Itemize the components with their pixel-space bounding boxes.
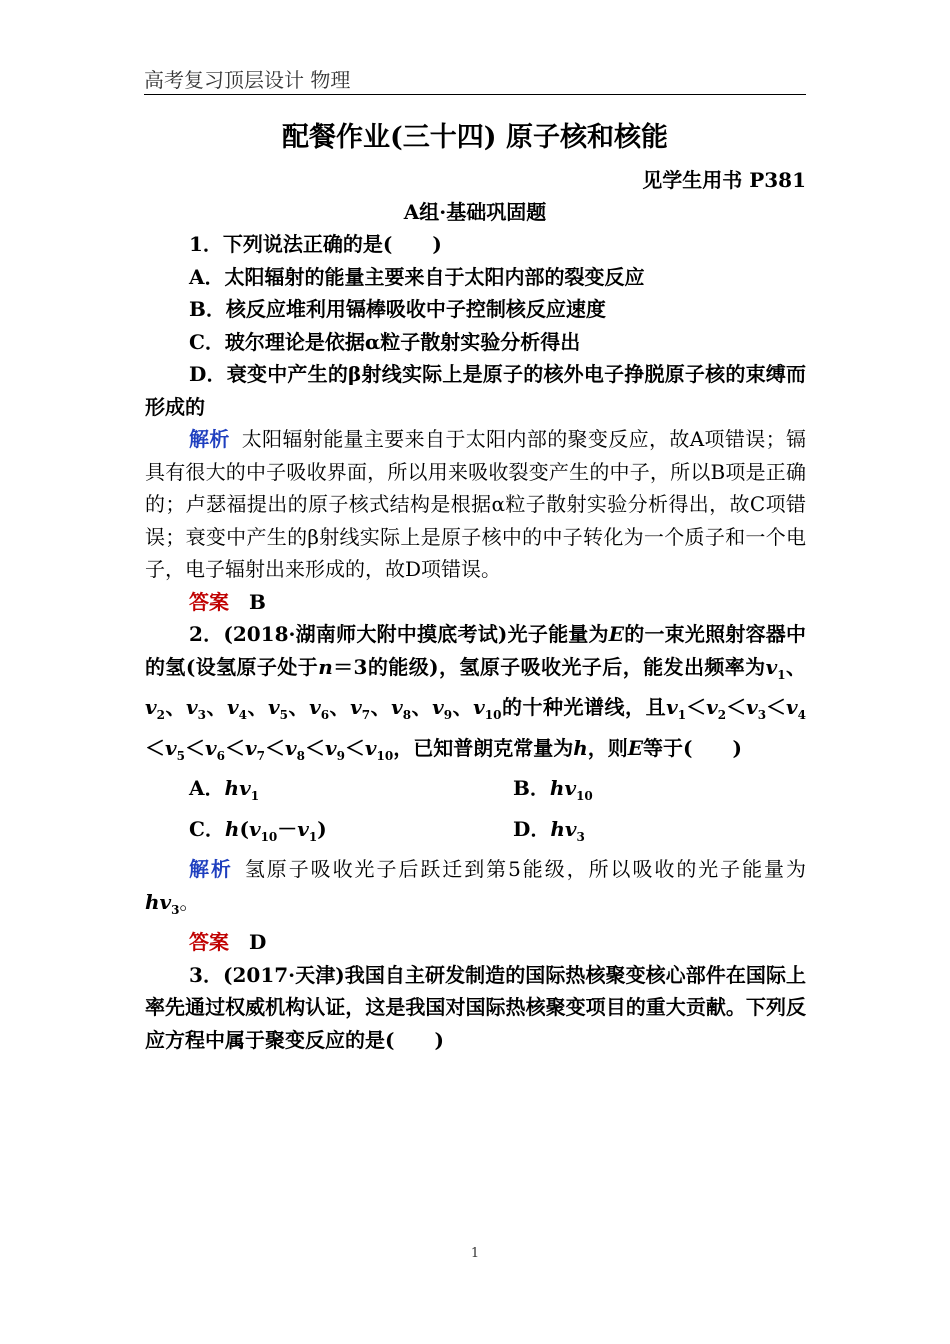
q2-options-row-1 [145,772,806,813]
q1-option-d: D．衰变中产生的β射线实际上是原子的核外电子挣脱原子核的束缚而形成的 [145,362,806,419]
freq-order: $v_1<v_2<v_3<v_4<v_5<v_6<v_7<v_8<v_9<v_{10}$ [145,695,807,763]
reference-page: 见学生用书 P381 [642,168,806,192]
analysis-label: 解析 [189,857,233,881]
var-E: E [627,735,644,760]
freq-list: $v_1$、$v_2$、$v_3$、$v_4$、$v_5$、$v_6$、$v_7$、$v_8$、$v_9$、$v_{10}$ [145,654,807,722]
q2-options-row-2 [145,813,806,854]
analysis-label: 解析 [189,427,230,451]
q2-stem-text: ，则 [587,735,628,760]
q3-stem-text: 我国自主研发制造的国际热核聚变核心部件在国际上率先通过权威机构认证，这是我国对国际热核聚变项目的重大贡献。下列反应方程中属于聚变反应的是( ) [145,962,807,1052]
question-content [145,228,806,1056]
q1-answer-value: B [249,589,266,614]
q2-source: 2．(2018·湖南师大附中摸底考试) [189,622,508,646]
page-header: 高考复习顶层设计 物理 [144,66,806,95]
group-heading: A组·基础巩固题 [403,200,547,224]
q1-answer [145,586,806,619]
q3-source: 3．(2017·天津) [189,962,345,987]
q2-stem-text: 光子能量为 [507,622,609,646]
var-h: h [573,735,588,760]
q1-option-c: C．玻尔理论是依据α粒子散射实验分析得出 [189,329,581,354]
q2-option-a: A．$hv_1$ [189,776,260,803]
q2-option-d: D．$hv_3$ [513,816,585,844]
q3-stem [145,959,806,1057]
var-E: E [608,622,624,646]
q1-analysis-text: 太阳辐射能量主要来自于太阳内部的聚变反应，故A项错误；镉具有很大的中子吸收界面，所以用来吸收裂变产生的中子，所以B项是正确的；卢瑟福提出的原子核式结构是根据α粒子散射实验分析得出，故C项错误；衰变中产生的β射线实际上是原子核中的中子转化为一个质子和一个电子，电子辐射出来形成的，故D项错误。 [145,427,806,581]
q2-stem-text: 的十种光谱线，且 [501,695,667,719]
page-number: 1 [470,1246,480,1261]
q2-stem-text: ＝3的能级)，氢原子吸收光子后，能发出频率为 [332,654,766,679]
q1-stem: 1．下列说法正确的是( ) [189,232,442,256]
q2-analysis-text: 氢原子吸收光子后跃迁到第5能级，所以吸收的光子能量为 [244,857,806,881]
q1-option-b: B．核反应堆利用镉棒吸收中子控制核反应速度 [189,297,606,321]
q2-option-c: C．$h(v_{10}-v_1)$ [189,816,327,844]
q2-stem-text: ，已知普朗克常量为 [393,735,574,760]
var-n: n [318,654,333,679]
q2-option-b: B．$hv_{10}$ [513,776,593,803]
q2-stem-text: 等于( ) [643,735,742,760]
answer-label: 答案 [189,589,229,614]
q1-option-a: A．太阳辐射的能量主要来自于太阳内部的裂变反应 [189,264,645,289]
q2-answer-value: D [249,930,267,954]
answer-label: 答案 [189,930,229,954]
q2-stem-text: 的一束光照射容器中的氢(设氢原子处于 [145,622,807,679]
q1-analysis [145,423,806,586]
page-title: 配餐作业(三十四) 原子核和核能 [282,122,668,153]
q2-stem [145,618,806,772]
q2-analysis-text: 。 [179,889,200,914]
q2-answer [145,926,806,959]
q2-analysis: 解析 氢原子吸收光子后跃迁到第5能级，所以吸收的光子能量为$hv_3$。 [145,857,806,917]
